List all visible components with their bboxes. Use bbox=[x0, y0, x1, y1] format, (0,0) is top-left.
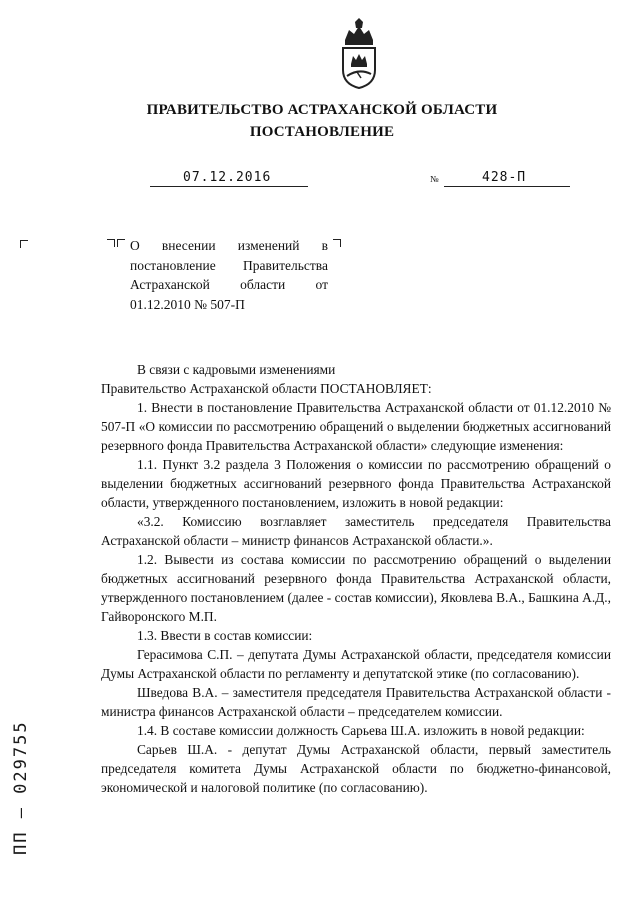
body-paragraph: 1.4. В составе комиссии должность Сарьева Ш.А. изложить в новой редакции: bbox=[137, 723, 585, 738]
subject-line: О внесении изменений в bbox=[130, 238, 328, 253]
body-paragraph: В связи с кадровыми изменениями bbox=[137, 362, 336, 377]
document-number: 428-П bbox=[482, 170, 527, 185]
body-paragraph: 1.3. Ввести в состав комиссии: bbox=[137, 628, 313, 643]
subject-line: постановление Правительства bbox=[130, 257, 328, 273]
number-sign: № bbox=[430, 174, 439, 184]
body-paragraph: 1.2. Вывести из состава комиссии по рассмотрению обращений о выделении бюджетных ассигнований резервного фонда Правительства Астраханской области, утвержденного постановлением (далее - состав комиссии), Яковлева В.А., Башкина А.Д., Гайворонского М.П. bbox=[101, 552, 611, 624]
document-type-title: ПОСТАНОВЛЕНИЕ bbox=[249, 124, 395, 140]
subject-corner-mark bbox=[333, 239, 341, 247]
subject-corner-mark bbox=[107, 239, 115, 247]
body-paragraph: Шведова В.А. – заместителя председателя Правительства Астраханской области - министра финансов Астраханской области – председателем комиссии. bbox=[101, 685, 611, 719]
serial-stamp bbox=[11, 695, 35, 855]
document-body bbox=[101, 360, 611, 797]
coat-of-arms-icon bbox=[335, 18, 383, 90]
subject-line: 01.12.2010 № 507-П bbox=[130, 296, 245, 312]
government-title: ПРАВИТЕЛЬСТВО АСТРАХАНСКОЙ ОБЛАСТИ bbox=[146, 102, 498, 118]
body-paragraph: Сарьев Ш.А. - депутат Думы Астраханской области, первый заместитель председателя комитета Думы Астраханской области по бюджетно-финансовой, экономической и налоговой политике (по согласованию). bbox=[101, 742, 611, 795]
number-underline bbox=[444, 186, 570, 187]
serial-number: ПП – 029755 bbox=[11, 720, 31, 855]
subject-line: Астраханской области от bbox=[130, 277, 328, 292]
document-date: 07.12.2016 bbox=[183, 170, 272, 185]
date-underline bbox=[150, 186, 308, 187]
document-subject bbox=[130, 236, 328, 314]
body-paragraph: Правительство Астраханской области ПОСТАНОВЛЯЕТ: bbox=[101, 381, 432, 396]
body-paragraph: 1. Внести в постановление Правительства Астраханской области от 01.12.2010 № 507-П «О комиссии по рассмотрению обращений о выделении бюджетных ассигнований резервного фонда Правительства Астраханской области» следующие изменения: bbox=[101, 400, 611, 453]
body-paragraph: «3.2. Комиссию возглавляет заместитель председателя Правительства Астраханской области – министр финансов Астраханской области.». bbox=[101, 514, 611, 548]
body-paragraph: Герасимова С.П. – депутата Думы Астраханской области, председателя комиссии Думы Астраханской области по регламенту и депутатской этике (по согласованию). bbox=[101, 647, 611, 681]
subject-corner-mark bbox=[117, 239, 125, 247]
address-corner-mark bbox=[20, 240, 28, 248]
body-paragraph: 1.1. Пункт 3.2 раздела 3 Положения о комиссии по рассмотрению обращений о выделении бюджетных ассигнований резервного фонда Правительства Астраханской области, утвержденного постановлением, изложить в новой редакции: bbox=[101, 457, 611, 510]
